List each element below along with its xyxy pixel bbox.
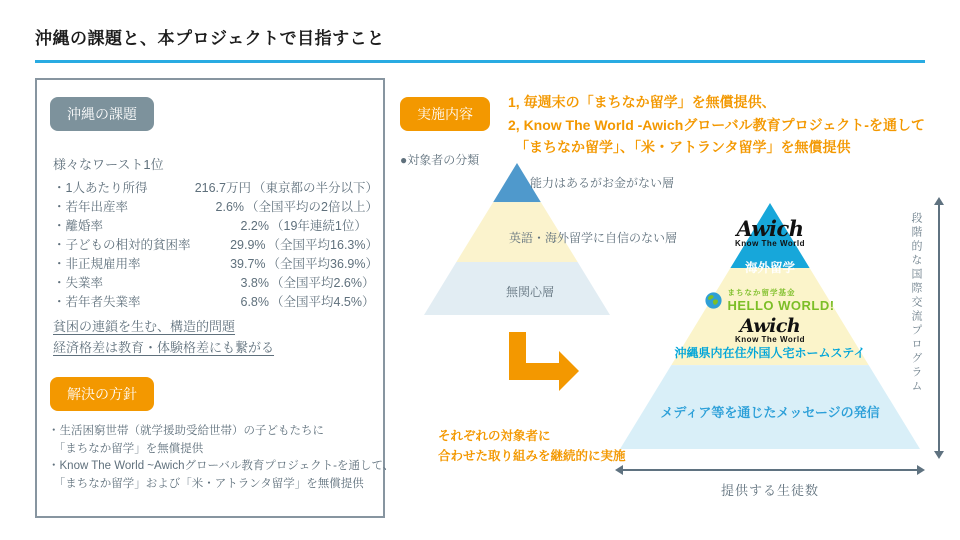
implementation-badge: 実施内容: [400, 97, 490, 131]
structural-problem-statements: [53, 316, 274, 358]
hello-world-fund-logo: [620, 287, 920, 313]
overseas-study-label: 海外留学: [744, 261, 795, 275]
stat-note: （全国平均4.5%）: [271, 295, 375, 309]
stat-row: [53, 179, 378, 198]
okinawa-issues-panel: [35, 78, 395, 518]
stat-value: 2.2%: [240, 219, 269, 233]
arrow-note-line: 合わせた取り組みを継続的に実施: [438, 449, 626, 463]
headline-line: 1, 毎週末の「まちなか留学」を無償提供、: [508, 94, 776, 110]
stat-label: ・離婚率: [53, 219, 104, 233]
title-underline: [35, 60, 925, 63]
horizontal-double-arrow: [622, 469, 918, 471]
stat-note: （19年連続1位）: [271, 219, 367, 233]
homestay-label: 沖縄県内在住外国人宅ホームステイ: [674, 346, 866, 360]
arrow-up-icon: [934, 197, 944, 205]
bent-right-arrow-icon: [509, 332, 581, 392]
stat-label: ・若年者失業率: [53, 295, 141, 309]
audience-pyramid: [424, 163, 678, 315]
vertical-axis-label: 段階的な国際交流プログラム: [910, 212, 922, 394]
stat-label: ・1人あたり所得: [53, 181, 148, 195]
stat-note: （全国平均36.9%）: [267, 257, 378, 271]
program-pyramid: [620, 203, 920, 449]
fund-main-label: HELLO WORLD!: [727, 298, 835, 313]
stat-value: 6.8%: [240, 295, 269, 309]
stat-label: ・若年出産率: [53, 200, 129, 214]
stat-note: （全国平均の2倍以上）: [246, 200, 378, 214]
solution-badge: 解決の方針: [50, 377, 154, 411]
issues-stats-list: [53, 179, 378, 312]
fund-small-label: まちなか留学基金: [727, 288, 796, 297]
headline-line: 2, Know The World -Awichグローバル教育プロジェクト-を通して: [508, 116, 925, 133]
continuous-initiatives-note: [438, 426, 626, 466]
stat-value: 2.6%: [215, 200, 245, 214]
stat-note: （全国平均2.6%）: [271, 276, 375, 290]
audience-layer-mid-label: 英語・海外留学に自信のない層: [509, 231, 678, 245]
awich-logo: Awich Know The World: [735, 315, 805, 344]
page-title: 沖縄の課題と、本プロジェクトで目指すこと: [35, 29, 385, 48]
stat-row: [53, 274, 378, 293]
arrow-down-icon: [934, 451, 944, 459]
solution-line: 「まちなか留学」を無償提供: [48, 442, 204, 455]
horizontal-axis-label: 提供する生徒数: [720, 483, 819, 498]
stat-value: 3.8%: [240, 276, 269, 290]
audience-layer-bottom-label: 無関心層: [506, 285, 555, 299]
arrow-note-line: それぞれの対象者に: [438, 429, 551, 443]
audience-classification-label: ●対象者の分類: [400, 153, 480, 167]
issues-badge: 沖縄の課題: [50, 97, 154, 131]
awich-logo: Awich Know The World: [735, 216, 805, 248]
stat-row: [53, 255, 378, 274]
solution-line: ・生活困窮世帯（就学援助受給世帯）の子どもたちに: [48, 425, 324, 437]
globe-icon: [705, 292, 722, 309]
arrow-left-icon: [615, 465, 623, 475]
audience-layer-top-label: 能力はあるがお金がない層: [530, 176, 675, 190]
solution-line: ・Know The World ~Awichグローバル教育プロジェクト-を通して、: [48, 460, 395, 472]
stat-row: [53, 236, 378, 255]
vertical-double-arrow: [938, 204, 940, 452]
statement-line: 貧困の連鎖を生む、構造的問題: [53, 319, 236, 334]
stat-row: [53, 217, 378, 236]
stat-note: （東京都の半分以下）: [252, 181, 378, 195]
stat-row: [53, 198, 378, 217]
stat-value: 29.9%: [230, 238, 266, 252]
solution-list: [48, 423, 394, 493]
statement-line: 経済格差は教育・体験格差にも繋がる: [53, 340, 275, 355]
solution-line: 「まちなか留学」および「米・アトランタ留学」を無償提供: [48, 477, 364, 490]
stat-label: ・子どもの相対的貧困率: [53, 238, 191, 252]
stat-label: ・非正規雇用率: [53, 257, 141, 271]
stat-note: （全国平均16.3%）: [267, 238, 378, 252]
issues-subtitle: 様々なワースト1位: [53, 157, 164, 172]
stat-label: ・失業率: [53, 276, 104, 290]
stat-value: 216.7万円: [194, 181, 251, 195]
arrow-right-icon: [917, 465, 925, 475]
implementation-headline: [508, 91, 925, 159]
stat-value: 39.7%: [230, 257, 266, 271]
stat-row: [53, 293, 378, 312]
media-message-label: メディア等を通じたメッセージの発信: [660, 405, 880, 420]
headline-line: 「まちなか留学」、「米・アトランタ留学」を無償提供: [508, 139, 851, 155]
